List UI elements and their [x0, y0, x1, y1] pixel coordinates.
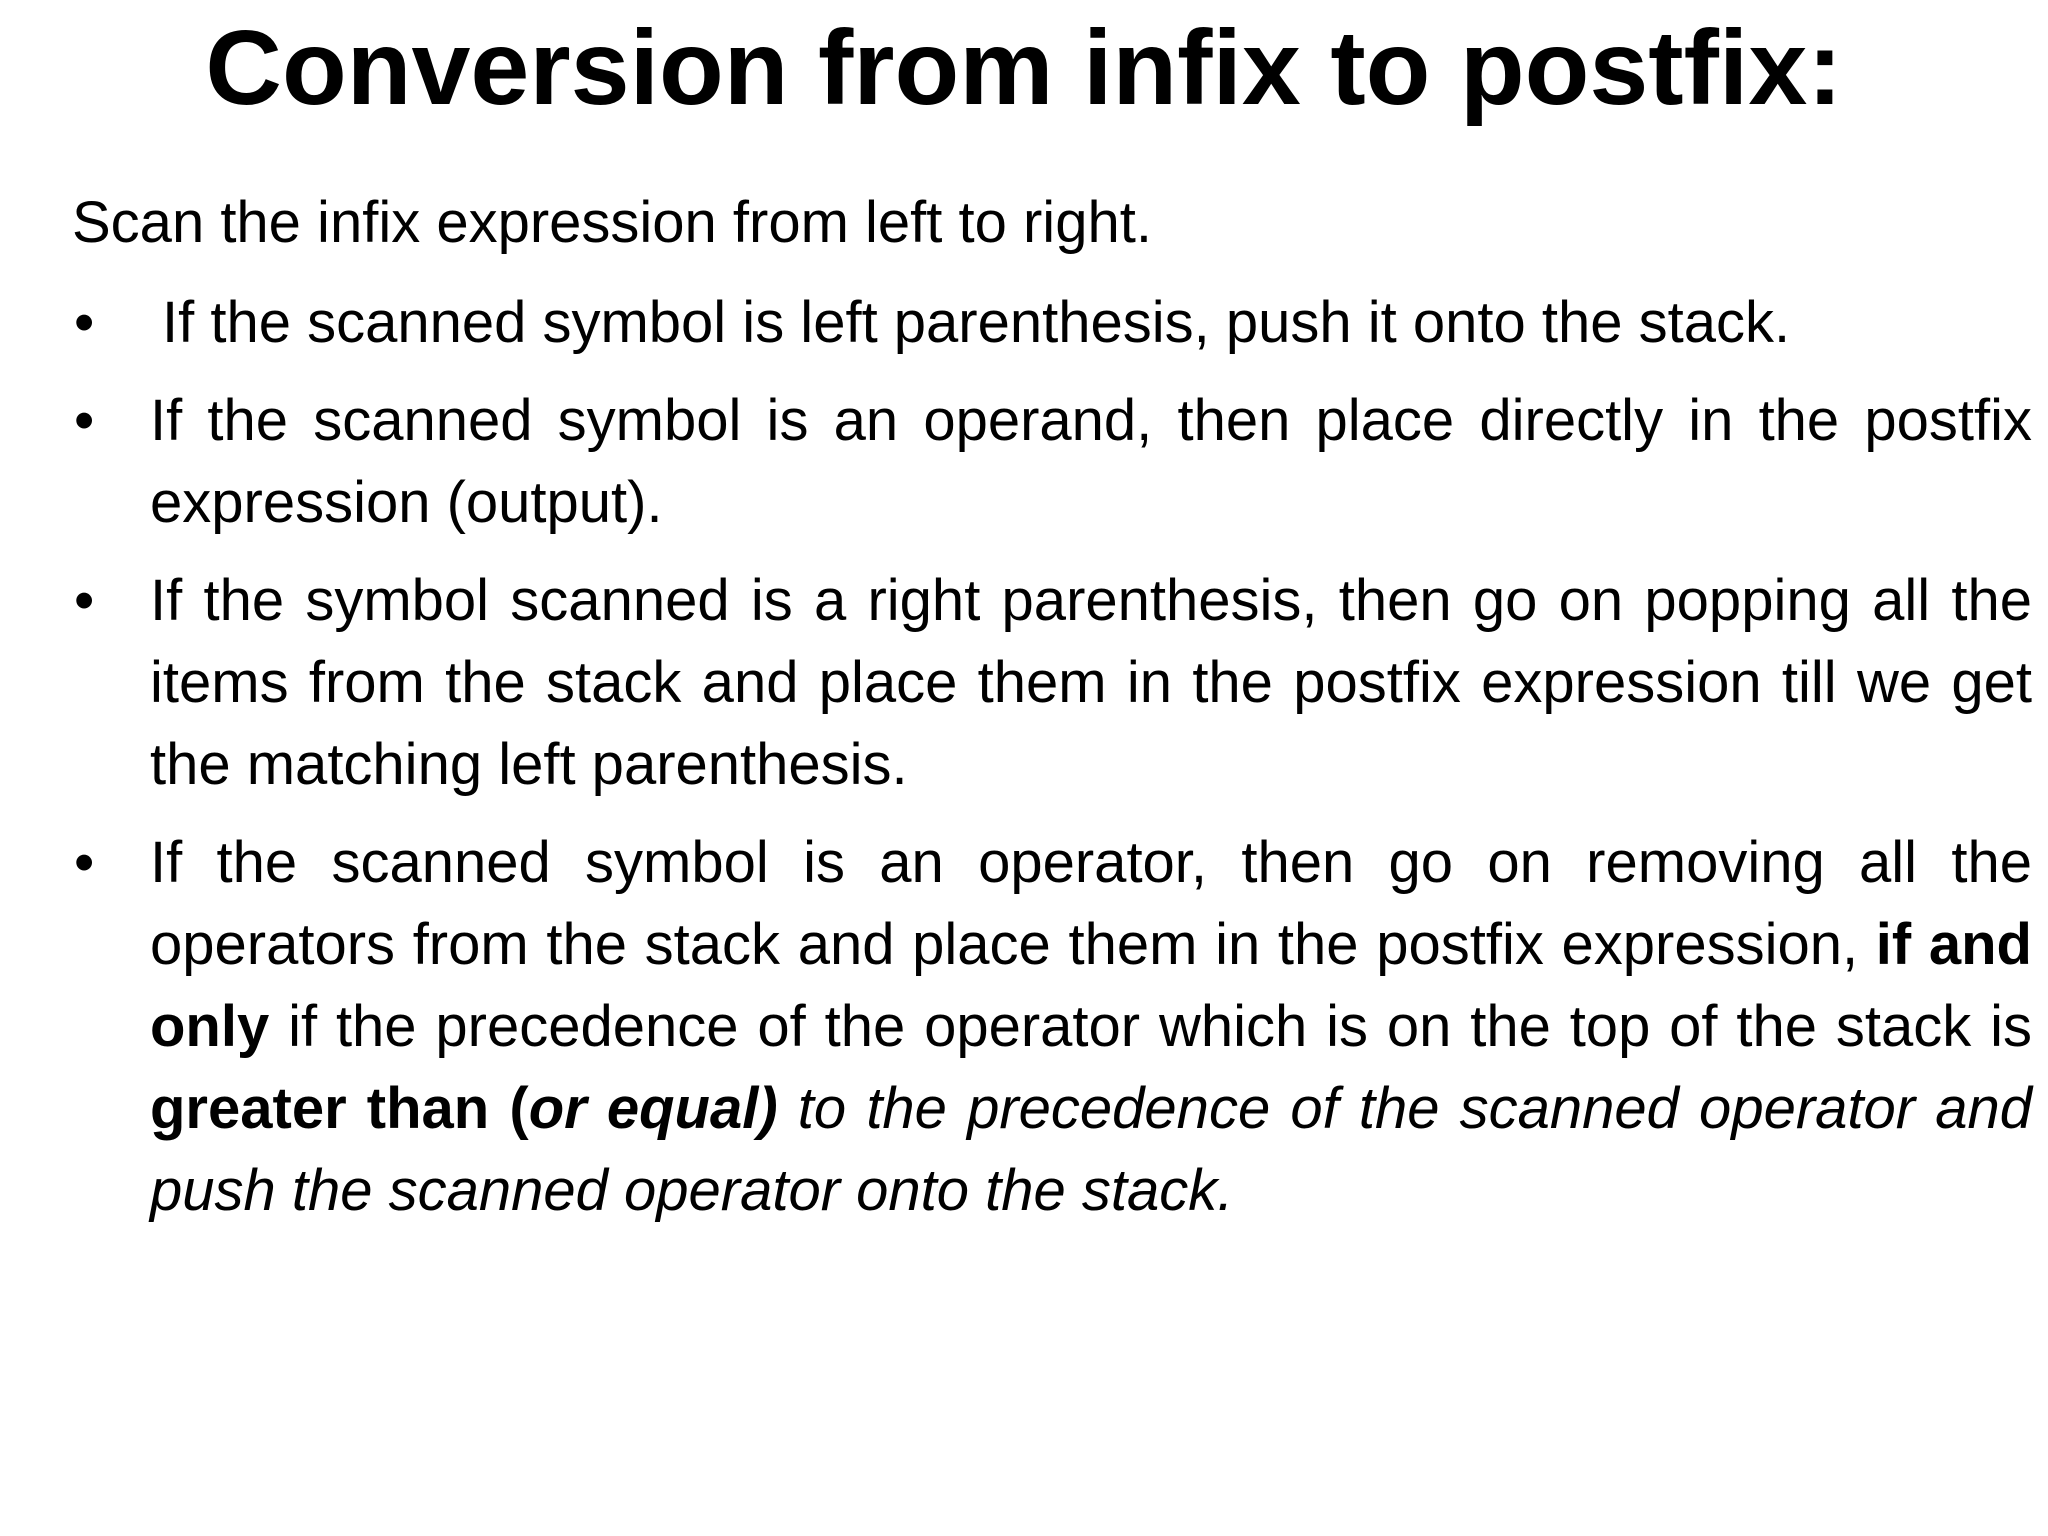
rule-text-part: If the scanned symbol is an operator, then go on removing all the operators from the stack and place them in the postfix expression, — [150, 830, 2032, 977]
rule-text — [150, 822, 2032, 1232]
rule-text: If the scanned symbol is an operand, then place directly in the postfix expression (output). — [150, 388, 2032, 535]
bullet-icon: • — [74, 568, 95, 633]
rule-text: If the scanned symbol is left parenthesis, push it onto the stack. — [162, 290, 1791, 355]
bullet-icon: • — [74, 388, 95, 453]
rule-left-parenthesis — [72, 282, 2032, 364]
italic-conclusion: to the precedence of the scanned operator and push the scanned operator onto the stack. — [150, 1076, 2033, 1223]
emphasis-greater-than: greater than ( — [150, 1076, 529, 1141]
slide-title: Conversion from infix to postfix: — [205, 9, 1843, 127]
rule-text: If the symbol scanned is a right parenthesis, then go on popping all the items from the stack and place them in the postfix expression till we get the matching left parenthesis. — [150, 568, 2032, 797]
bullet-icon: • — [74, 290, 95, 355]
emphasis-or-equal: or equal) — [528, 1076, 778, 1141]
intro-text: Scan the infix expression from left to right. — [72, 190, 1152, 255]
rule-text-part: if the precedence of the operator which is on the top of the stack is — [269, 994, 2032, 1059]
slide-content — [72, 182, 2032, 1248]
rule-operand — [72, 380, 2032, 544]
rule-list — [72, 282, 2032, 1232]
bullet-icon: • — [74, 830, 95, 895]
rule-operator — [72, 822, 2032, 1232]
rule-right-parenthesis — [72, 560, 2032, 806]
emphasis-if-and-only: if and only — [150, 912, 2032, 1059]
